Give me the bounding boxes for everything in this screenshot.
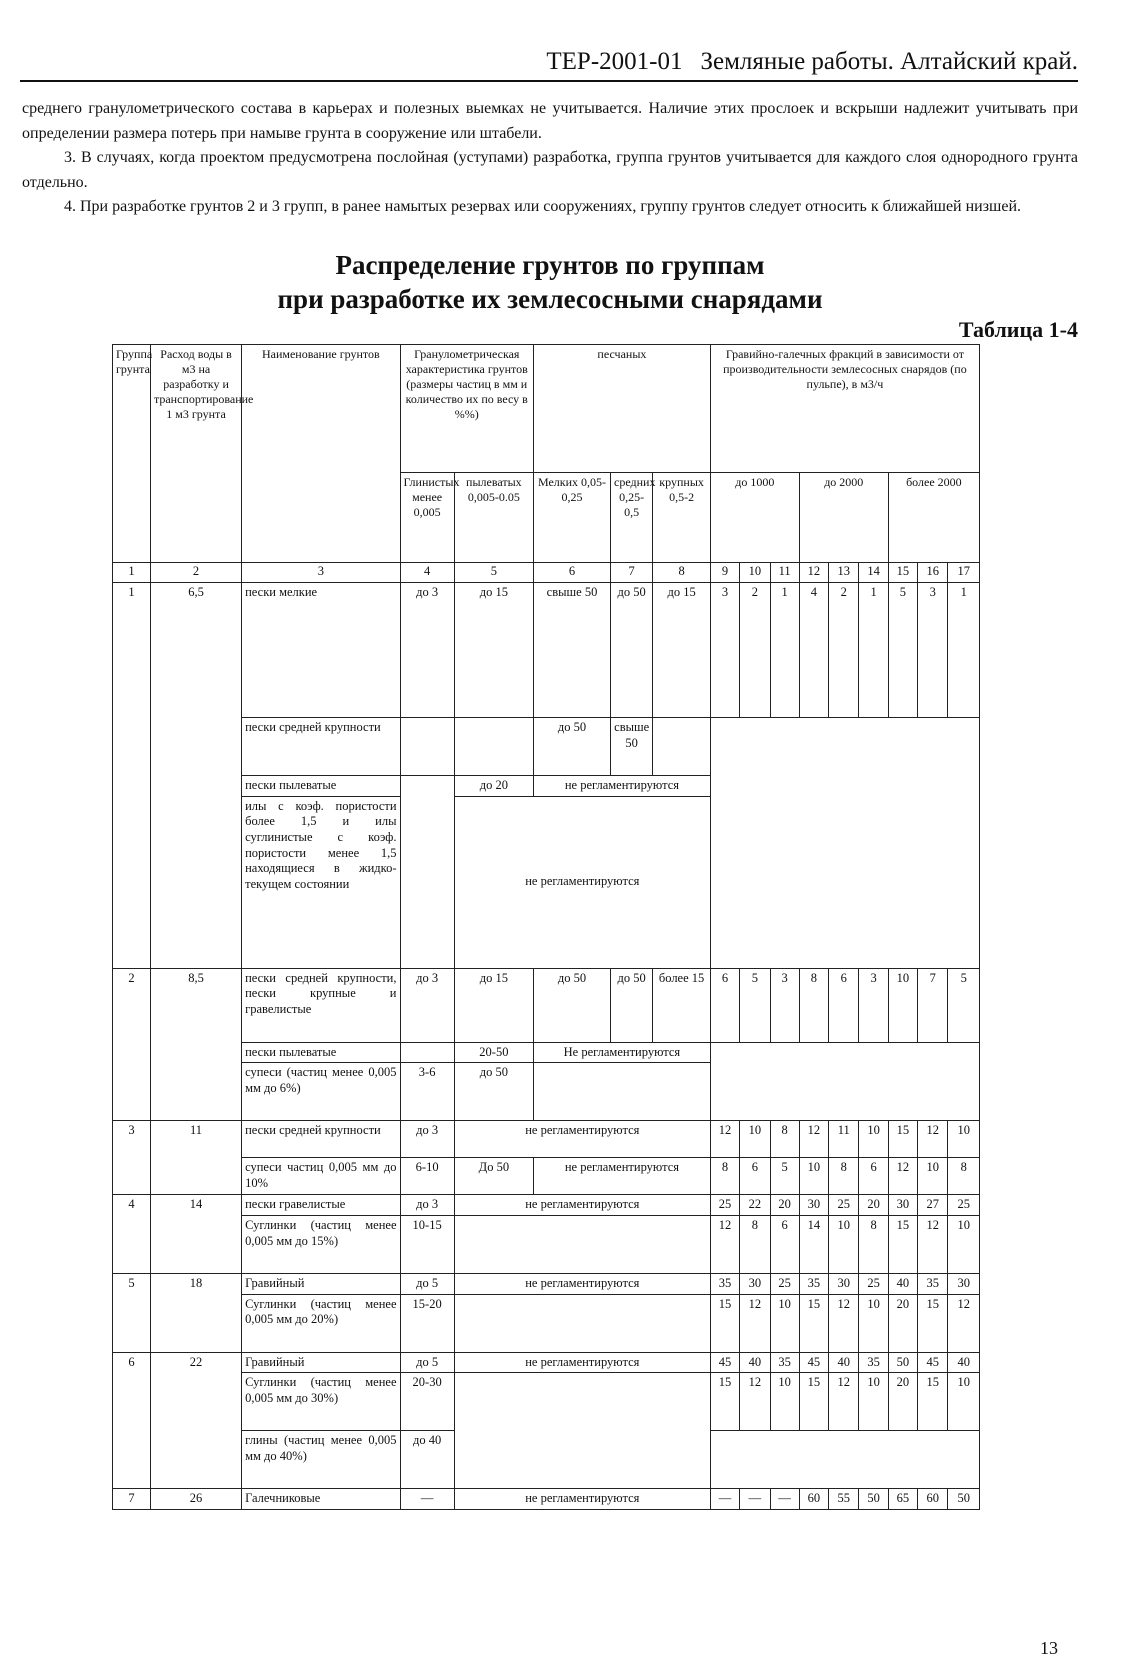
gravel-value: 45 <box>799 1352 828 1373</box>
clay-value: до 40 <box>400 1431 454 1489</box>
clay-value: до 3 <box>400 1121 454 1158</box>
soil-name: глины (частиц менее 0,005 мм до 40%) <box>242 1431 400 1489</box>
clay-value: — <box>400 1489 454 1510</box>
column-number: 7 <box>611 563 653 583</box>
clay-value: 10-15 <box>400 1215 454 1273</box>
gravel-value: 30 <box>829 1273 859 1294</box>
column-number: 1 <box>113 563 151 583</box>
gravel-value: 15 <box>799 1373 828 1431</box>
regulation-note: не регламентируются <box>454 1489 710 1510</box>
header-over2000: более 2000 <box>888 473 979 563</box>
gravel-value: 50 <box>948 1489 980 1510</box>
clay-value: 6-10 <box>400 1158 454 1195</box>
gravel-value: 10 <box>770 1373 799 1431</box>
gravel-value: 1 <box>770 583 799 718</box>
page-header <box>20 48 1078 82</box>
gravel-value: 15 <box>710 1373 739 1431</box>
gravel-value: 40 <box>740 1352 770 1373</box>
gravel-value: 1 <box>859 583 888 718</box>
gravel-value: — <box>740 1489 770 1510</box>
gravel-value: 6 <box>710 968 739 1042</box>
gravel-value: 35 <box>918 1273 948 1294</box>
water-consumption: 18 <box>150 1273 241 1352</box>
soil-name: пески мелкие <box>242 583 400 718</box>
section-title <box>0 248 1100 316</box>
fine-value: до 50 <box>533 968 610 1042</box>
column-number: 17 <box>948 563 980 583</box>
column-number: 9 <box>710 563 739 583</box>
gravel-value: 10 <box>799 1158 828 1195</box>
header-upto2000: до 2000 <box>799 473 888 563</box>
column-number: 13 <box>829 563 859 583</box>
soil-name: пески пылеватые <box>242 1042 400 1063</box>
gravel-value: 15 <box>710 1294 739 1352</box>
column-number: 12 <box>799 563 828 583</box>
column-number: 4 <box>400 563 454 583</box>
dust-value: до 15 <box>454 583 533 718</box>
regulation-note: не регламентируются <box>454 1121 710 1158</box>
gravel-value: 30 <box>948 1273 980 1294</box>
column-number: 6 <box>533 563 610 583</box>
gravel-value: 15 <box>918 1294 948 1352</box>
soil-name: илы с коэф. пористости более 1,5 и илы суглинистые с коэф. пористости менее 1,5 находящиеся в жидко-текущем состоянии <box>242 796 400 968</box>
gravel-value: 20 <box>859 1195 888 1216</box>
clay-value: до 5 <box>400 1273 454 1294</box>
clay-value: до 5 <box>400 1352 454 1373</box>
clay-value: 20-30 <box>400 1373 454 1431</box>
group-number: 3 <box>113 1121 151 1195</box>
gravel-value: 10 <box>918 1158 948 1195</box>
header-upto1000: до 1000 <box>710 473 799 563</box>
regulation-note: не регламентируются <box>454 1352 710 1373</box>
header-medium: средних 0,25-0,5 <box>611 473 653 563</box>
gravel-value: 65 <box>888 1489 917 1510</box>
gravel-value: 40 <box>888 1273 917 1294</box>
clay-value <box>400 1042 454 1063</box>
gravel-value: 12 <box>948 1294 980 1352</box>
gravel-value: 20 <box>770 1195 799 1216</box>
clay-value <box>400 776 454 969</box>
header-coarse: крупных 0,5-2 <box>653 473 711 563</box>
regulation-note: не регламентируются <box>454 1273 710 1294</box>
gravel-value: 2 <box>740 583 770 718</box>
gravel-value: 40 <box>948 1352 980 1373</box>
gravel-value: 10 <box>859 1373 888 1431</box>
gravel-value: 8 <box>829 1158 859 1195</box>
gravel-value: 10 <box>888 968 917 1042</box>
gravel-value: 8 <box>740 1215 770 1273</box>
soil-name: пески пылеватые <box>242 776 400 797</box>
soil-name: Суглинки (частиц менее 0,005 мм до 30%) <box>242 1373 400 1431</box>
intro-paragraph-3: 4. При разработке грунтов 2 и 3 групп, в ранее намытых резервах или сооружениях, группу грунтов следует относить к ближайшей низшей. <box>64 198 1022 215</box>
water-consumption: 8,5 <box>150 968 241 1121</box>
gravel-empty <box>710 718 979 969</box>
gravel-value: 15 <box>888 1215 917 1273</box>
group-number: 4 <box>113 1195 151 1274</box>
clay-value <box>400 718 454 776</box>
dust-value: До 50 <box>454 1158 533 1195</box>
regulation-note: не регламентируются <box>533 776 710 797</box>
gravel-value: 27 <box>918 1195 948 1216</box>
gravel-value: 12 <box>829 1373 859 1431</box>
gravel-value: 5 <box>948 968 980 1042</box>
gravel-value: 35 <box>710 1273 739 1294</box>
soil-name: Галечниковые <box>242 1489 400 1510</box>
header-name: Наименование грунтов <box>242 345 400 563</box>
gravel-value: 3 <box>918 583 948 718</box>
regulation-note: не регламентируются <box>454 796 710 968</box>
gravel-value: 60 <box>918 1489 948 1510</box>
column-number: 8 <box>653 563 711 583</box>
gravel-value: 45 <box>918 1352 948 1373</box>
water-consumption: 22 <box>150 1352 241 1489</box>
gravel-value: 10 <box>829 1215 859 1273</box>
soil-name: пески гравелистые <box>242 1195 400 1216</box>
gravel-value: 50 <box>888 1352 917 1373</box>
gravel-value: 25 <box>829 1195 859 1216</box>
gravel-value: 6 <box>829 968 859 1042</box>
soil-name: пески средней крупности <box>242 1121 400 1158</box>
gravel-value: 25 <box>948 1195 980 1216</box>
medium-value: до 50 <box>611 968 653 1042</box>
regulation-note: не регламентируются <box>533 1158 710 1195</box>
clay-value: 3-6 <box>400 1063 454 1121</box>
dust-value: до 50 <box>454 1063 533 1121</box>
dust-value <box>454 718 533 776</box>
column-number: 16 <box>918 563 948 583</box>
clay-value: до 3 <box>400 968 454 1042</box>
header-fine: Мелких 0,05-0,25 <box>533 473 610 563</box>
column-number: 15 <box>888 563 917 583</box>
gravel-value: 10 <box>948 1215 980 1273</box>
gravel-value: 12 <box>799 1121 828 1158</box>
gravel-value: 3 <box>859 968 888 1042</box>
gravel-value: 3 <box>710 583 739 718</box>
soil-name: пески средней крупности <box>242 718 400 776</box>
gravel-value: 5 <box>888 583 917 718</box>
gravel-value: 10 <box>859 1294 888 1352</box>
gravel-value: 30 <box>740 1273 770 1294</box>
medium-value: до 50 <box>611 583 653 718</box>
intro-text <box>22 97 1078 220</box>
page-number: 13 <box>1040 1638 1058 1658</box>
gravel-value: 8 <box>948 1158 980 1195</box>
gravel-value: 10 <box>740 1121 770 1158</box>
gravel-value: 10 <box>948 1373 980 1431</box>
header-clay: Глинистых менее 0,005 <box>400 473 454 563</box>
header-group: Группа грунта <box>113 345 151 563</box>
gravel-value: 10 <box>948 1121 980 1158</box>
gravel-empty <box>710 1042 979 1121</box>
column-number: 14 <box>859 563 888 583</box>
intro-paragraph-2: 3. В случаях, когда проектом предусмотрена послойная (уступами) разработка, группа грунтов учитывается для каждого слоя однородного грунта отдельно. <box>22 149 1078 191</box>
clay-value: 15-20 <box>400 1294 454 1352</box>
water-consumption: 14 <box>150 1195 241 1274</box>
gravel-value: 3 <box>770 968 799 1042</box>
gravel-value: 20 <box>888 1294 917 1352</box>
group-number: 1 <box>113 583 151 969</box>
soil-name: пески средней крупности, пески крупные и гравелистые <box>242 968 400 1042</box>
clay-value: до 3 <box>400 583 454 718</box>
header-sandy: песчаных <box>533 345 710 473</box>
gravel-value: 7 <box>918 968 948 1042</box>
gravel-value: 12 <box>888 1158 917 1195</box>
gravel-value: 5 <box>770 1158 799 1195</box>
group-number: 2 <box>113 968 151 1121</box>
gravel-empty <box>710 1431 979 1489</box>
coarse-value: до 15 <box>653 583 711 718</box>
regulation-note: Не регламентируются <box>533 1042 710 1063</box>
gravel-value: 8 <box>799 968 828 1042</box>
gravel-value: 15 <box>799 1294 828 1352</box>
gravel-value: 12 <box>918 1215 948 1273</box>
gravel-value: — <box>710 1489 739 1510</box>
water-consumption: 6,5 <box>150 583 241 969</box>
gravel-value: 40 <box>829 1352 859 1373</box>
sandy-empty <box>533 1063 710 1121</box>
gravel-value: 1 <box>948 583 980 718</box>
column-number: 3 <box>242 563 400 583</box>
gravel-value: 35 <box>799 1273 828 1294</box>
document-code: ТЕР-2001-01 <box>546 48 683 75</box>
gravel-value: 2 <box>829 583 859 718</box>
gravel-value: 12 <box>740 1294 770 1352</box>
gravel-value: 12 <box>918 1121 948 1158</box>
coarse-value <box>653 718 711 776</box>
dust-value: до 15 <box>454 968 533 1042</box>
column-number: 11 <box>770 563 799 583</box>
gravel-value: 10 <box>770 1294 799 1352</box>
soil-name: супеси частиц 0,005 мм до 10% <box>242 1158 400 1195</box>
granulo-empty <box>454 1373 710 1489</box>
soil-name: Суглинки (частиц менее 0,005 мм до 20%) <box>242 1294 400 1352</box>
column-number: 10 <box>740 563 770 583</box>
group-number: 7 <box>113 1489 151 1510</box>
gravel-value: 60 <box>799 1489 828 1510</box>
gravel-value: 11 <box>829 1121 859 1158</box>
gravel-value: 15 <box>888 1121 917 1158</box>
gravel-value: 20 <box>888 1373 917 1431</box>
gravel-value: 45 <box>710 1352 739 1373</box>
fine-value: до 50 <box>533 718 610 776</box>
gravel-value: 15 <box>918 1373 948 1431</box>
gravel-value: 30 <box>799 1195 828 1216</box>
coarse-value: более 15 <box>653 968 711 1042</box>
document-title: Земляные работы. Алтайский край. <box>700 48 1078 75</box>
granulo-empty <box>454 1215 710 1273</box>
group-number: 5 <box>113 1273 151 1352</box>
column-number: 5 <box>454 563 533 583</box>
soil-name: Суглинки (частиц менее 0,005 мм до 15%) <box>242 1215 400 1273</box>
gravel-value: 8 <box>859 1215 888 1273</box>
gravel-value: 25 <box>710 1195 739 1216</box>
section-title-line-2: при разработке их землесосными снарядами <box>277 284 823 314</box>
gravel-value: 8 <box>770 1121 799 1158</box>
water-consumption: 11 <box>150 1121 241 1195</box>
column-number: 2 <box>150 563 241 583</box>
gravel-value: 12 <box>829 1294 859 1352</box>
gravel-value: 25 <box>770 1273 799 1294</box>
intro-paragraph-1: среднего гранулометрического состава в карьерах и полезных выемках не учитывается. Наличие этих прослоек и вскрыши надлежит учитывать при определении размера потерь при намыве грунта в сооружение или штабели. <box>22 100 1078 142</box>
granulo-empty <box>454 1294 710 1352</box>
water-consumption: 26 <box>150 1489 241 1510</box>
gravel-value: 12 <box>740 1373 770 1431</box>
regulation-note: не регламентируются <box>454 1195 710 1216</box>
header-water: Расход воды в м3 на разработку и транспортирование 1 м3 грунта <box>150 345 241 563</box>
gravel-value: 4 <box>799 583 828 718</box>
header-granulo: Гранулометрическая характеристика грунтов (размеры частиц в мм и количество их по весу в %%) <box>400 345 533 473</box>
gravel-value: 5 <box>740 968 770 1042</box>
soil-groups-table <box>112 344 980 1510</box>
gravel-value: 50 <box>859 1489 888 1510</box>
soil-name: Гравийный <box>242 1352 400 1373</box>
clay-value: до 3 <box>400 1195 454 1216</box>
gravel-value: 25 <box>859 1273 888 1294</box>
gravel-value: 14 <box>799 1215 828 1273</box>
gravel-value: 12 <box>710 1215 739 1273</box>
header-gravel: Гравийно-галечных фракций в зависимости от производительности землесосных снарядов (по пульпе), в м3/ч <box>710 345 979 473</box>
gravel-value: — <box>770 1489 799 1510</box>
gravel-value: 6 <box>859 1158 888 1195</box>
gravel-value: 12 <box>710 1121 739 1158</box>
soil-name: супеси (частиц менее 0,005 мм до 6%) <box>242 1063 400 1121</box>
gravel-value: 8 <box>710 1158 739 1195</box>
gravel-value: 55 <box>829 1489 859 1510</box>
gravel-value: 6 <box>740 1158 770 1195</box>
dust-value: до 20 <box>454 776 533 797</box>
fine-value: свыше 50 <box>533 583 610 718</box>
header-dust: пылеватых 0,005-0.05 <box>454 473 533 563</box>
medium-value: свыше 50 <box>611 718 653 776</box>
gravel-value: 22 <box>740 1195 770 1216</box>
table-label: Таблица 1-4 <box>958 317 1078 342</box>
group-number: 6 <box>113 1352 151 1489</box>
soil-name: Гравийный <box>242 1273 400 1294</box>
dust-value: 20-50 <box>454 1042 533 1063</box>
gravel-value: 10 <box>859 1121 888 1158</box>
section-title-line-1: Распределение грунтов по группам <box>335 250 765 280</box>
gravel-value: 35 <box>859 1352 888 1373</box>
gravel-value: 30 <box>888 1195 917 1216</box>
gravel-value: 6 <box>770 1215 799 1273</box>
gravel-value: 35 <box>770 1352 799 1373</box>
